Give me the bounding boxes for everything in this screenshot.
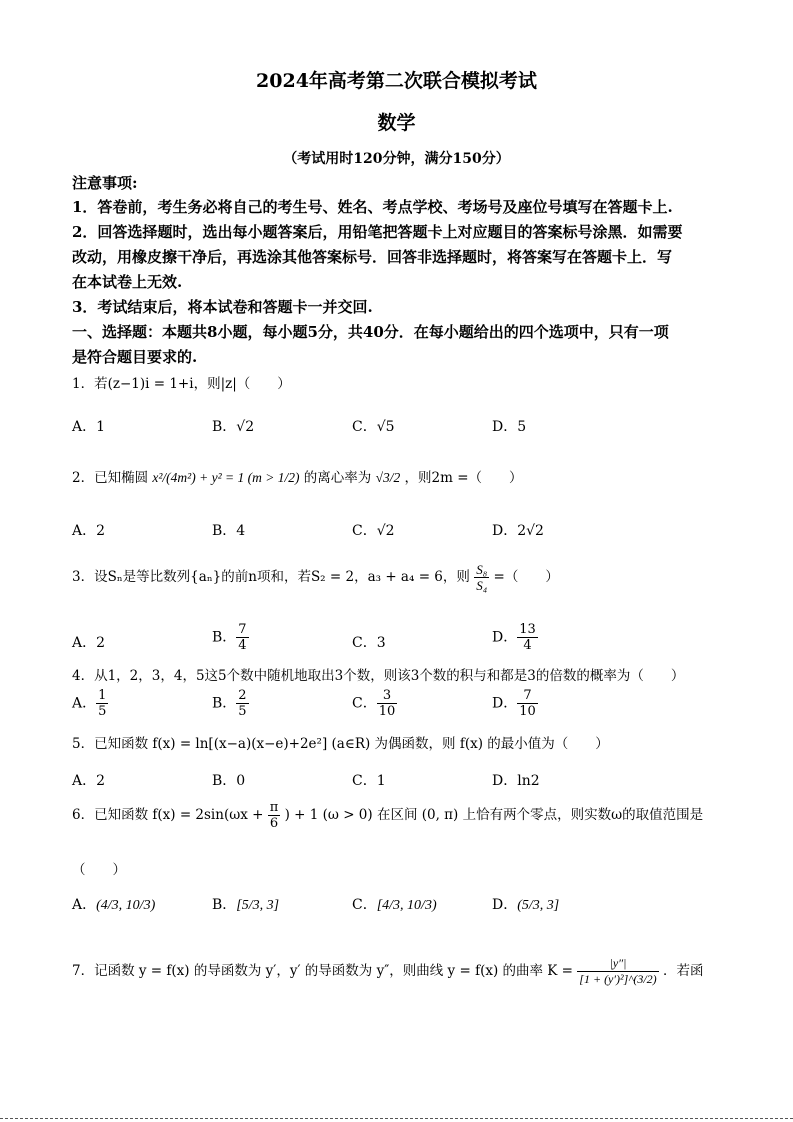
notice-item: 2．回答选择题时，选出每小题答案后，用铅笔把答题卡上对应题目的答案标号涂黑．如需要 <box>72 223 683 241</box>
fraction-numerator: S₈ <box>476 562 488 577</box>
option-interval: [4/3, 10/3) <box>376 898 437 913</box>
fraction-denominator: 5 <box>238 704 247 719</box>
pi-fraction <box>268 800 281 831</box>
question-5: 5．已知函数 f(x) = ln[(x−a)(x−e)+2e²] (a∈R) 为偶函数，则 f(x) 的最小值为（ ） <box>72 736 609 752</box>
question-6-pre: 6．已知函数 f(x) = 2sin(ωx + <box>72 807 264 823</box>
question-7 <box>72 956 703 987</box>
option-b <box>212 894 279 914</box>
fraction-numerator: 1 <box>98 688 107 703</box>
fraction-numerator: 2 <box>238 688 247 703</box>
fraction-denominator: S₄ <box>476 578 488 593</box>
option-label: A． <box>72 897 97 913</box>
section-heading: 一、选择题：本题共8小题，每小题5分，共40分．在每小题给出的四个选项中，只有一项 <box>72 323 669 341</box>
option-d: D．2√2 <box>492 523 544 539</box>
option-a: A．2 <box>72 635 106 651</box>
eccentricity: √3/2 <box>375 470 401 485</box>
fraction-denominator: 4 <box>238 638 247 653</box>
fraction-denominator: 5 <box>98 704 107 719</box>
fraction-numerator: 7 <box>517 688 538 704</box>
option-d <box>492 894 559 914</box>
option-interval: [5/3, 3] <box>236 898 280 913</box>
notice-item: 1．答卷前，考生务必将自己的考生号、姓名、考点学校、考场号及座位号填写在答题卡上. <box>72 198 673 216</box>
option-interval: (5/3, 3] <box>517 898 560 913</box>
option-b: B． $\frac{7}{4}$ <box>212 622 247 653</box>
option-a: A．2 <box>72 523 106 539</box>
option-fraction <box>236 688 248 719</box>
question-7-post: ．若函 <box>662 963 704 979</box>
fraction-denominator: 6 <box>269 816 279 831</box>
option-c <box>352 894 437 914</box>
fraction-denominator: 10 <box>519 704 536 719</box>
option-a: A．2 <box>72 773 106 789</box>
notice-heading: 注意事项: <box>72 174 138 192</box>
option-label: B． <box>212 897 237 913</box>
ratio-fraction <box>474 562 489 593</box>
option-c: C．1 <box>352 773 386 789</box>
question-2-pre: 2．已知椭圆 <box>72 470 149 486</box>
option-b: B．√2 <box>212 419 255 435</box>
question-2-mid: 的离心率为 <box>303 470 372 486</box>
option-b: B．4 <box>212 523 246 539</box>
option-a: A． $\frac{1}{5}$ <box>72 688 107 719</box>
question-2-post: ，则2m =（ ） <box>404 470 523 486</box>
question-6-post: ) + 1 (ω > 0) 在区间 (0, π) 上恰有两个零点，则实数ω的取值范围是 <box>284 807 704 823</box>
question-1: 1．若(z−1)i = 1+i，则|z|（ ） <box>72 376 291 392</box>
page-bottom-divider <box>0 1118 793 1119</box>
option-b: B． $\frac{2}{5}$ <box>212 688 247 719</box>
option-c: C．√5 <box>352 419 395 435</box>
option-fraction <box>96 688 108 719</box>
option-fraction <box>517 622 538 653</box>
option-label: D． <box>492 897 518 913</box>
option-interval: (4/3, 10/3) <box>96 898 156 913</box>
question-7-pre: 7．记函数 y = f(x) 的导函数为 y′，y′ 的导函数为 y″，则曲线 y = f(x) 的曲率 K = <box>72 963 573 979</box>
option-c: C．√2 <box>352 523 395 539</box>
option-fraction <box>236 622 248 653</box>
question-3-post: =（ ） <box>493 569 559 585</box>
question-2 <box>72 466 523 486</box>
option-a <box>72 894 155 914</box>
ellipse-equation: x²/(4m²) + y² = 1 (m > 1/2) <box>152 470 300 485</box>
notice-item: 改动，用橡皮擦干净后，再选涂其他答案标号．回答非选择题时，将答案写在答题卡上．写 <box>72 248 673 266</box>
curvature-fraction <box>577 956 658 987</box>
option-label: C． <box>352 897 377 913</box>
exam-info: （考试用时120分钟，满分150分） <box>283 151 510 167</box>
fraction-numerator: 3 <box>377 688 398 704</box>
fraction-denominator: 10 <box>378 704 396 719</box>
question-4: 4．从1，2，3，4，5这5个数中随机地取出3个数，则该3个数的积与和都是3的倍数的概率为（ ） <box>72 668 685 684</box>
answer-paren: （ ） <box>72 862 126 878</box>
exam-title: 2024年高考第二次联合模拟考试 <box>256 70 537 92</box>
question-3 <box>72 562 559 593</box>
option-d: D．5 <box>492 419 527 435</box>
fraction-denominator: 4 <box>523 638 532 653</box>
notice-item: 3．考试结束后，将本试卷和答题卡一并交回. <box>72 298 373 316</box>
option-b: B．0 <box>212 773 246 789</box>
subject-title: 数学 <box>377 112 416 134</box>
option-d: D． $\frac{13}{4}$ <box>492 622 536 653</box>
fraction-numerator: |y″| <box>577 956 658 972</box>
option-c: C．3 <box>352 635 386 651</box>
fraction-numerator: 7 <box>238 622 247 637</box>
notice-item: 在本试卷上无效. <box>72 273 183 291</box>
option-fraction <box>377 688 398 719</box>
fraction-numerator: 13 <box>519 622 536 637</box>
question-6 <box>72 800 703 831</box>
question-3-text: 3．设Sₙ是等比数列{aₙ}的前n项和，若S₂ = 2，a₃ + a₄ = 6，则 <box>72 569 470 585</box>
fraction-numerator: π <box>269 800 279 815</box>
fraction-denominator: [1 + (y′)²]^(3/2) <box>579 972 657 986</box>
option-fraction <box>517 688 538 719</box>
option-d: D．ln2 <box>492 773 540 789</box>
option-a: A．1 <box>72 419 106 435</box>
option-c: C． $\frac{3}{10}$ <box>352 688 396 719</box>
section-heading-cont: 是符合题目要求的. <box>72 348 198 366</box>
option-d: D． $\frac{7}{10}$ <box>492 688 536 719</box>
